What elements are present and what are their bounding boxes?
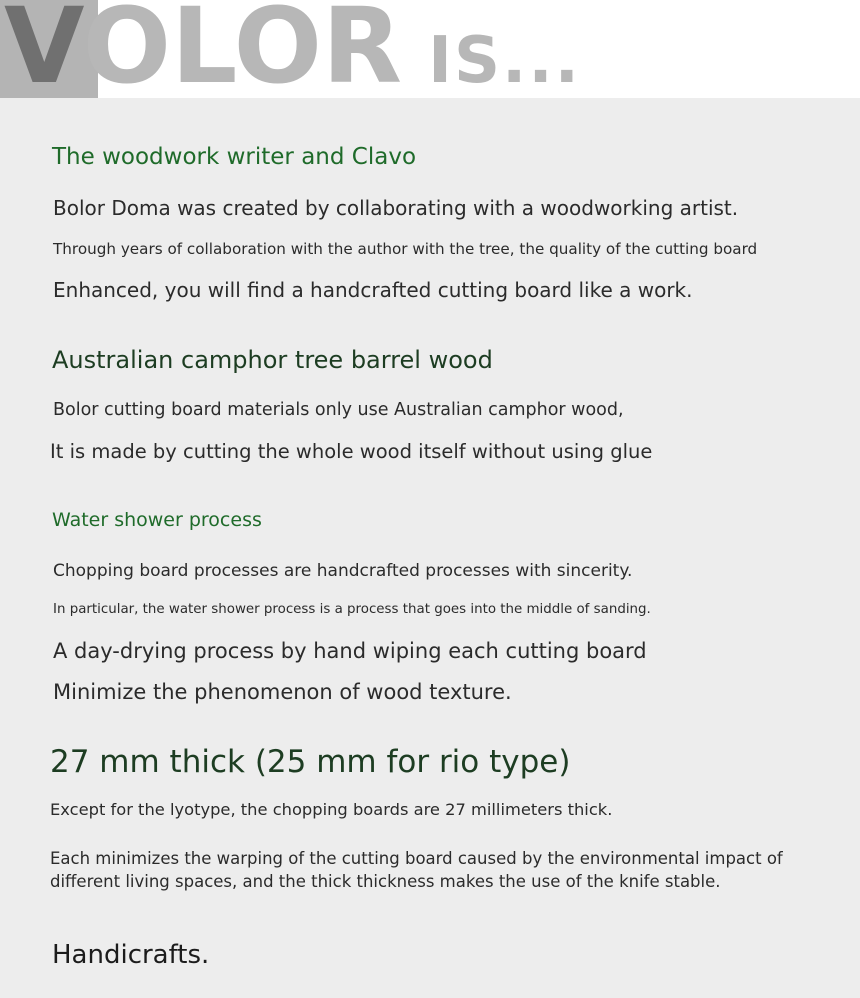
section-text-line: Minimize the phenomenon of wood texture. — [53, 680, 512, 704]
section-heading-water-shower: Water shower process — [52, 509, 262, 531]
section-heading-handicrafts: Handicrafts. — [52, 940, 210, 970]
logo-suffix: IS... — [428, 24, 581, 98]
section-text-line: It is made by cutting the whole wood itself without using glue — [50, 440, 653, 463]
logo-first-letter: V — [4, 0, 83, 98]
section-text-line: Chopping board processes are handcrafted processes with sincerity. — [53, 561, 633, 581]
section-text-line: In particular, the water shower process is a process that goes into the middle of sanding. — [53, 602, 651, 617]
section-text-line: Except for the lyotype, the chopping boards are 27 millimeters thick. — [50, 800, 613, 819]
section-text-line: different living spaces, and the thick thickness makes the use of the knife stable. — [50, 872, 721, 891]
section-text-line: Bolor cutting board materials only use Australian camphor wood, — [53, 400, 624, 420]
section-text-line: Bolor Doma was created by collaborating with a woodworking artist. — [53, 196, 739, 220]
section-text-line: Enhanced, you will find a handcrafted cutting board like a work. — [53, 278, 693, 302]
section-heading-woodwork: The woodwork writer and Clavo — [52, 144, 417, 170]
section-text-line: A day-drying process by hand wiping each cutting board — [53, 639, 647, 663]
section-text-line: Each minimizes the warping of the cutting board caused by the environmental impact of — [50, 849, 783, 868]
section-heading-thickness: 27 mm thick (25 mm for rio type) — [50, 744, 571, 780]
logo-word: OLOR — [82, 0, 403, 98]
brand-logo — [4, 0, 581, 98]
article-body — [0, 98, 860, 998]
section-heading-camphor: Australian camphor tree barrel wood — [52, 346, 493, 374]
section-text-line: Through years of collaboration with the author with the tree, the quality of the cutting board — [53, 240, 758, 258]
header-banner — [0, 0, 860, 98]
